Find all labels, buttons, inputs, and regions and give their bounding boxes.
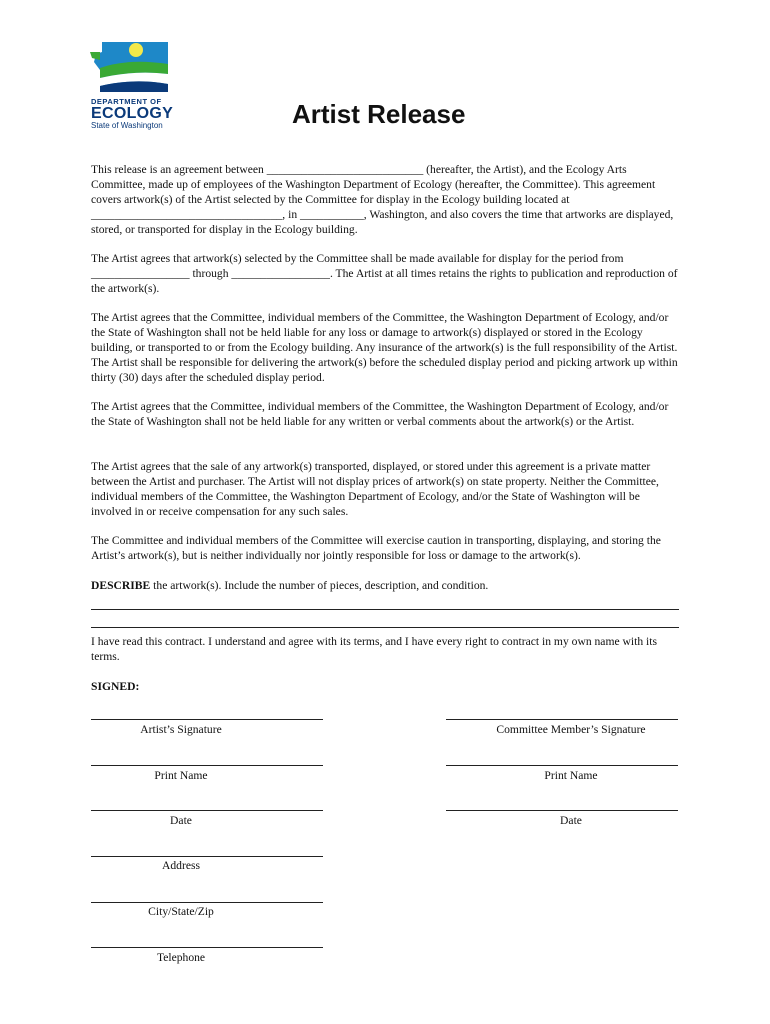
description-line-2[interactable] bbox=[91, 627, 679, 628]
washington-state-logo-icon bbox=[88, 40, 176, 100]
document-title: Artist Release bbox=[292, 99, 466, 129]
paragraph-caution: The Committee and individual members of the Committee will exercise caution in transporting, displaying, and storing the Artist’s artwork(s), but is neither individually nor jointly responsible for loss or damage to the artwork(s). bbox=[91, 534, 661, 562]
logo-department-label: DEPARTMENT OF bbox=[91, 97, 162, 106]
committee-signature-label: Committee Member’s Signature bbox=[496, 723, 646, 736]
committee-signature-line[interactable] bbox=[446, 719, 678, 720]
description-line-1[interactable] bbox=[91, 609, 679, 610]
paragraph-display-period: The Artist agrees that artwork(s) selected by the Committee shall be made available for display for the period from _________________ through _________________. The Artist at all times retains the rights to publication and reproduction of the artwork(s). bbox=[91, 252, 678, 295]
committee-print-name-line[interactable] bbox=[446, 765, 678, 766]
address-line[interactable] bbox=[91, 856, 323, 857]
describe-instruction bbox=[91, 578, 683, 593]
committee-date-line[interactable] bbox=[446, 810, 678, 811]
paragraph-agreement: This release is an agreement between ___________________________ (hereafter, the Artist), and the Ecology Arts Committee, made up of employees of the Washington Department of Ecology (hereafter, the Committee). This agreement covers artwork(s) of the Artist selected by the Committee for display in the Ecology building located at _________________________________, in ___________, Washington, and also covers the time that artworks are displayed, stored, or transported for display in the Ecology building. bbox=[91, 163, 674, 236]
artist-print-name-line[interactable] bbox=[91, 765, 323, 766]
committee-date-label: Date bbox=[560, 814, 582, 827]
logo-text bbox=[91, 97, 181, 131]
logo-ecology-label: ECOLOGY bbox=[91, 105, 174, 122]
describe-text: the artwork(s). Include the number of pieces, description, and condition. bbox=[150, 579, 489, 592]
paragraph-liability-loss: The Artist agrees that the Committee, individual members of the Committee, the Washington Department of Ecology, and/or the State of Washington shall not be held liable for any loss or damage to artwork(s) displayed or stored in the Ecology building, or transported to or from the Ecology building. Any insurance of the artwork(s) is the full responsibility of the Artist. The Artist shall be responsible for delivering the artwork(s) before the scheduled display period and picking artwork up within thirty (30) days after the scheduled display period. bbox=[91, 311, 678, 384]
telephone-line[interactable] bbox=[91, 947, 323, 948]
address-label: Address bbox=[162, 859, 200, 872]
artist-signature-line[interactable] bbox=[91, 719, 323, 720]
signed-heading: SIGNED: bbox=[91, 680, 140, 693]
logo-state-label: State of Washington bbox=[91, 121, 163, 130]
paragraph-acknowledgement: I have read this contract. I understand and agree with its terms, and I have every right to contract in my own name with its terms. bbox=[91, 635, 657, 663]
artist-print-name-label: Print Name bbox=[154, 769, 208, 782]
city-state-zip-label: City/State/Zip bbox=[148, 905, 214, 918]
paragraph-liability-comments: The Artist agrees that the Committee, individual members of the Committee, the Washington Department of Ecology, and/or the State of Washington shall not be held liable for any written or verbal comments about the artwork(s) or the Artist. bbox=[91, 400, 669, 428]
artist-date-label: Date bbox=[170, 814, 192, 827]
city-state-zip-line[interactable] bbox=[91, 902, 323, 903]
committee-print-name-label: Print Name bbox=[544, 769, 598, 782]
telephone-label: Telephone bbox=[156, 951, 206, 964]
describe-label: DESCRIBE bbox=[91, 579, 151, 592]
artist-date-line[interactable] bbox=[91, 810, 323, 811]
artist-signature-label: Artist’s Signature bbox=[140, 723, 222, 736]
paragraph-sales: The Artist agrees that the sale of any artwork(s) transported, displayed, or stored under this agreement is a private matter between the Artist and purchaser. The Artist will not display prices of artwork(s) on state property. Neither the Committee, individual members of the Committee, the Washington Department of Ecology, and/or the State of Washington will be involved in or receive compensation for any such sales. bbox=[91, 460, 659, 518]
